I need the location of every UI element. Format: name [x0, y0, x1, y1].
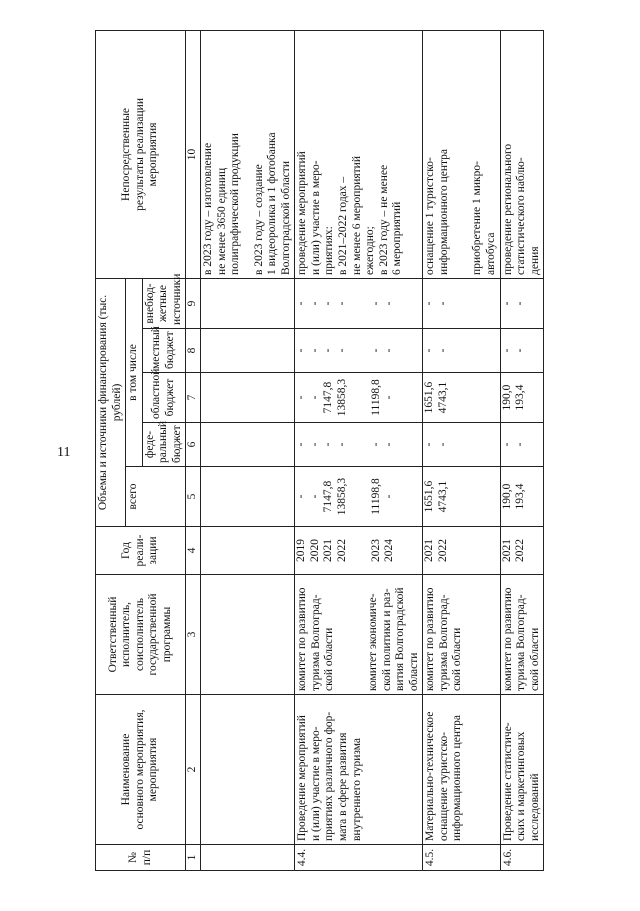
local-values: - - - - - -: [295, 329, 423, 373]
years: 2021 2022: [423, 527, 500, 575]
header-local: местный бюджет: [142, 329, 186, 373]
total-values: - - 7147,8 13858,3 11198,8 -: [295, 467, 423, 527]
table-row-carry-over: [200, 30, 294, 870]
results-cell: в 2023 году – изготовление не менее 3650 единиц полиграфической продукции в 2023 году – создание 1 видеоролика и 1 фотобанка Волгоградской области: [200, 30, 294, 278]
results-cell: проведение регионального статистического наблю- дения: [500, 30, 544, 278]
extra-values: - - - - - -: [295, 278, 423, 328]
measure-name: Материально-техническое оснащение туристско- информационного центра: [423, 695, 500, 845]
rotated-table-container: [95, 31, 625, 871]
header-total: всего: [126, 467, 186, 527]
total-values: 190,0 193,4: [500, 467, 544, 527]
table-row-4-4: [295, 30, 423, 870]
local-values: - -: [500, 329, 544, 373]
page-number: 11: [57, 445, 71, 460]
federal-values: - -: [500, 423, 544, 467]
extra-values: - -: [500, 278, 544, 328]
executor: комитет по развитию туризма Волгоград- ской области: [423, 575, 500, 695]
header-extra: внебюд- жетные источники: [142, 278, 186, 328]
header-including: в том числе: [126, 278, 143, 466]
regional-values: 1651,6 4743,1: [423, 373, 500, 423]
header-year: Год реали- зации: [96, 527, 186, 575]
header-num: № п/п: [96, 845, 186, 871]
row-number: 4.5.: [423, 845, 500, 871]
measure-name: Проведение статистиче- ских и маркетинговых исследований: [500, 695, 544, 845]
federal-values: - -: [423, 423, 500, 467]
measure-name: Проведение мероприятий и (или) участие в меро- приятиях различного фор- мата в сфере развития внутреннего туризма: [295, 695, 423, 845]
row-number: 4.6.: [500, 845, 544, 871]
header-results: Непосредственные результаты реализации мероприятия: [96, 30, 186, 278]
program-measures-table: [95, 30, 544, 871]
header-regional: областной бюджет: [142, 373, 186, 423]
executor: комитет по развитию туризма Волгоград- ской области: [500, 575, 544, 695]
header-funding: Объемы и источники финансирования (тыс. рублей): [96, 278, 126, 526]
extra-values: - -: [423, 278, 500, 328]
results-cell: проведение мероприятий и (или) участие в меро- приятиях: в 2021–2022 годах – не менее 6 мероприятий ежегодно; в 2023 году – не менее 6 мероприятий: [295, 30, 423, 278]
header-federal: феде- ральный бюджет: [142, 423, 186, 467]
table-row-4-5: [423, 30, 500, 870]
header-name: Наименование основного мероприятия, мероприятия: [96, 695, 186, 845]
years: 2019 2020 2021 2022 2023 2024: [295, 527, 423, 575]
executor: комитет по развитию туризма Волгоград- ской области комитет экономиче- ской политики и раз- вития Волгоградской области: [295, 575, 423, 695]
total-values: 1651,6 4743,1: [423, 467, 500, 527]
regional-values: - - 7147,8 13858,3 11198,8 -: [295, 373, 423, 423]
row-number: 4.4.: [295, 845, 423, 871]
regional-values: 190,0 193,4: [500, 373, 544, 423]
years: 2021 2022: [500, 527, 544, 575]
results-cell: оснащение 1 туристско- информационного центра приобретение 1 микро- автобуса: [423, 30, 500, 278]
federal-values: - - - - - -: [295, 423, 423, 467]
local-values: - -: [423, 329, 500, 373]
header-executor: Ответственный исполнитель, соисполнитель государственной программы: [96, 575, 186, 695]
table-row-4-6: [500, 30, 544, 870]
column-number-row: 1 2 3 4 5 6 7 8 9 10: [186, 30, 201, 870]
